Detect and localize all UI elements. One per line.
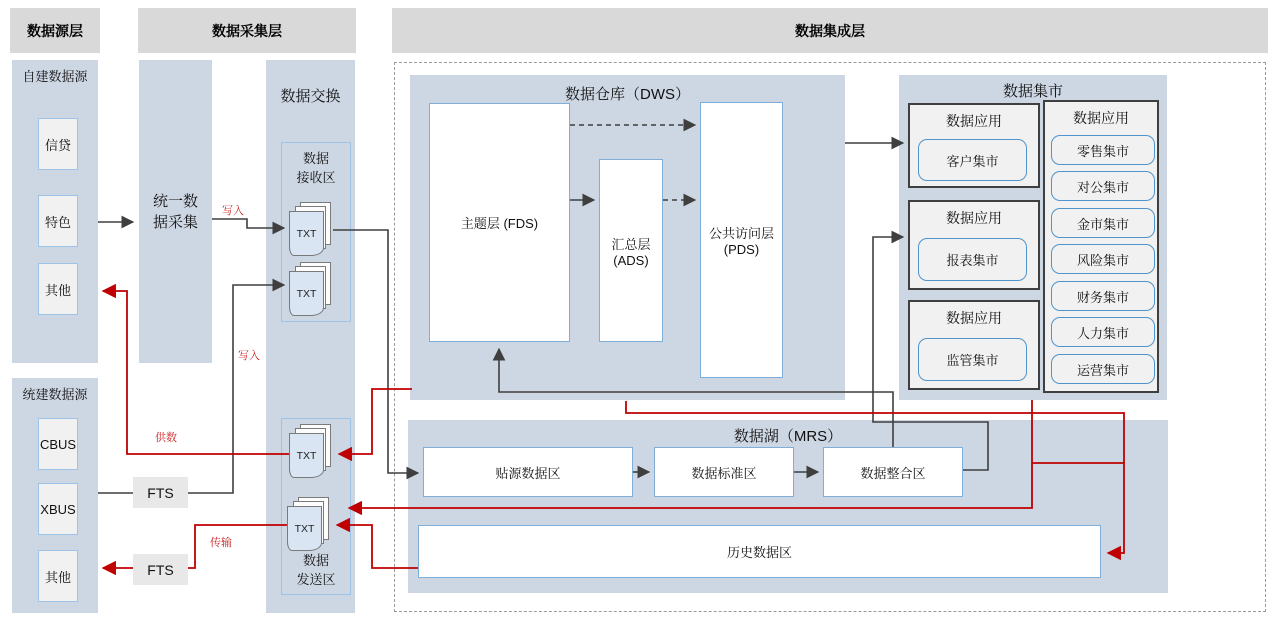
txt-label: TXT [294, 522, 315, 535]
edge-label-write-bottom: 写入 [238, 350, 260, 362]
data-app-title: 数据应用 [946, 113, 1002, 129]
fts-lower-label: FTS [147, 561, 174, 578]
txt-front-page-icon [287, 506, 322, 551]
txt-front-page-icon [289, 433, 324, 478]
mart-finance-label: 财务集市 [1076, 289, 1129, 305]
source-box-cbus-label: CBUS [39, 436, 77, 452]
source-box-other-unified-label: 其他 [44, 569, 71, 585]
mart-customer-label: 客户集市 [946, 153, 999, 169]
mart-financial-market-label: 金市集市 [1076, 216, 1129, 232]
txt-label: TXT [296, 449, 317, 462]
mart-corporate-label: 对公集市 [1076, 179, 1129, 195]
fts-upper-label: FTS [147, 484, 174, 501]
red-arrow-dws-to-send-txt1 [339, 389, 412, 454]
source-box-special-label: 特色 [44, 214, 71, 230]
dws-title: 数据仓库（DWS） [565, 86, 690, 103]
mrs-title: 数据湖（MRS） [733, 428, 843, 445]
red-arrow-send-txt2-fts-to-other-unified [103, 525, 287, 568]
txt-files-icon-receive-1 [289, 202, 334, 256]
arrow-collect-to-receive-txt1 [212, 219, 284, 228]
arrow-xbus-fts-to-receive-txt2 [98, 285, 284, 493]
source-box-xbus-label: XBUS [40, 501, 76, 517]
arrow-integration-zone-to-fds [499, 349, 893, 447]
mart-hr-label: 人力集市 [1076, 325, 1129, 341]
data-app-title: 数据应用 [946, 210, 1002, 226]
pds-label: 公共访问层 (PDS) [708, 226, 774, 257]
source-box-credit-label: 信贷 [44, 137, 71, 153]
red-arrow-marts-to-send-zone [349, 400, 1032, 508]
mart-regulatory-label: 监管集市 [946, 353, 999, 368]
header-data-integration-layer-label: 数据集成层 [795, 22, 865, 39]
txt-files-icon-send-1 [289, 424, 334, 478]
data-exchange-title: 数据交换 [280, 88, 341, 105]
header-data-collect-layer-label: 数据采集层 [212, 22, 282, 39]
arrow-integration-zone-to-report-app [873, 237, 988, 470]
standard-data-zone-label: 数据标准区 [691, 465, 757, 481]
mart-operations-label: 运营集市 [1076, 362, 1129, 378]
txt-front-page-icon [289, 271, 324, 316]
fts-box-upper [133, 477, 188, 508]
data-app-title: 数据应用 [1073, 110, 1129, 126]
txt-front-page-icon [289, 211, 324, 256]
mart-risk-label: 风险集市 [1076, 252, 1129, 268]
red-arrow-history-to-send-txt2 [337, 525, 418, 568]
txt-files-icon-receive-2 [289, 262, 334, 316]
ads-label: 汇总层 (ADS) [611, 236, 651, 268]
mart-report-label: 报表集市 [946, 253, 999, 268]
fds-label: 主题层 (FDS) [460, 216, 539, 231]
edge-label-write-top: 写入 [222, 205, 244, 217]
data-receive-zone-title: 数据 接收区 [296, 151, 336, 185]
data-app-title: 数据应用 [946, 310, 1002, 326]
fts-box-lower [133, 554, 188, 585]
red-arrow-dws-to-history-zone [626, 401, 1124, 553]
history-data-zone-label: 历史数据区 [726, 545, 792, 560]
txt-label: TXT [296, 227, 317, 240]
mart-retail-label: 零售集市 [1076, 143, 1129, 159]
header-data-source-layer-label: 数据源层 [27, 22, 83, 39]
txt-files-icon-send-2 [287, 497, 332, 551]
unified-data-collect-label: 统一数 据采集 [152, 192, 198, 231]
source-data-zone-label: 贴源数据区 [495, 465, 561, 481]
arrow-receive-txt-to-source-zone [333, 230, 418, 473]
source-box-other-self-label: 其他 [44, 282, 71, 298]
edge-label-supply: 供数 [155, 432, 177, 444]
unified-built-source-title: 统建数据源 [22, 387, 88, 402]
txt-label: TXT [296, 287, 317, 300]
red-arrow-send-txt1-to-other-source [103, 291, 290, 454]
data-marts-title: 数据集市 [1002, 83, 1063, 100]
edge-label-transfer: 传输 [210, 537, 232, 549]
self-built-source-title: 自建数据源 [22, 69, 88, 84]
data-send-zone-title: 数据 发送区 [296, 553, 336, 587]
integration-data-zone-label: 数据整合区 [860, 465, 926, 481]
